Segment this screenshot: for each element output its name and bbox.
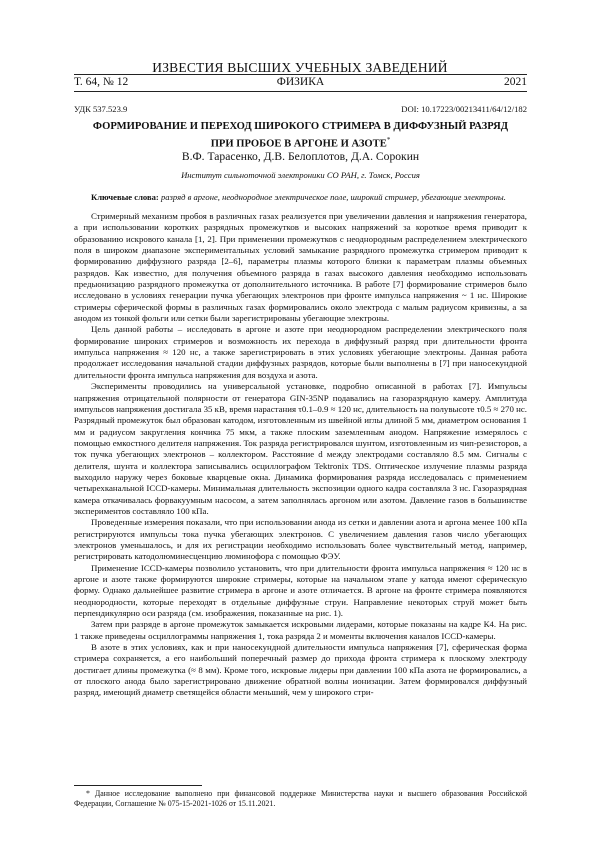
footnote (74, 789, 527, 809)
footnote-rule (74, 785, 202, 786)
paragraph-7: В азоте в этих условиях, как и при наносекундной длительности импульса напряжения [7], сферическая форма стримера сохраняется, а его наибольший поперечный размер до прихода фронта стримера к плоскому электроду достигает длины промежутка (≈ 8 мм). Кроме того, искровые лидеры при давлении 100 кПа азота не формировались, а от плоского анода было зарегистрировано движение обратной волны ионизации. Затем формировался диффузный разряд, имеющий диаметр светящейся области меньший, чем у широкого стри- (74, 642, 527, 698)
keywords (91, 192, 527, 202)
header-rule-top (74, 74, 527, 75)
year: 2021 (504, 76, 527, 88)
authors: В.Ф. Тарасенко, Д.В. Белоплотов, Д.А. Сорокин (181, 150, 420, 163)
doi[interactable]: DOI: 10.17223/00213411/64/12/182 (401, 104, 527, 114)
article-body (74, 211, 527, 699)
paragraph-2: Цель данной работы – исследовать в аргоне и азоте при неоднородном распределении электрического поля формирование широких стримеров и возможность их перехода в диффузный разряд при длительности фронта импульса напряжения ≈ 120 нс, а также зарегистрировать в этих условиях убегающие электроны. Данная работа продолжает исследования начальной стадии диффузных разрядов, которые были выполнены в [7] при наносекундной длительности фронта импульса напряжения для воздуха и азота. (74, 324, 527, 380)
title-line-2: ПРИ ПРОБОЕ В АРГОНЕ И АЗОТЕ (210, 138, 387, 150)
keywords-label: Ключевые слова: (91, 192, 159, 202)
subject: ФИЗИКА (276, 76, 325, 88)
paragraph-5: Применение ICCD-камеры позволило установить, что при длительности фронта импульса напряжения ≈ 120 нс в аргоне и азоте также формируются широкие стримеры, которые на начальном этапе у катода имеют сферическую форму. Однако дальнейшее развитие стримера в аргоне и азоте отличается. В аргоне на фронте стримера появляются неоднородности, которые переходят в отдельные диффузные струи. Направление некоторых струй может быть перпендикулярно оси разряда (см. изображения, показанные на рис. 1). (74, 562, 527, 619)
paragraph-1: Стримерный механизм пробоя в различных газах реализуется при увеличении давления и напряжения генератора, а при использовании коротких разрядных промежутков и высоких напряжений за короткое время приводит к образованию искрового канала [1, 2]. При применении промежутков с неоднородным распределением электрического поля в широком диапазоне экспериментальных условий замыкание разрядного промежутка стримером приводит к формированию диффузного разряда [2–6], параметры плазмы которого близки к параметрам плазмы объемных разрядов. Как известно, для получения объемного разряда в газах высокого давления необходимо использовать предыонизацию разрядного промежутка от дополнительного источника. В работе [7] формирование стримеров было исследовано в условиях генерации пучка убегающих электронов при фронте импульса напряжения ~ 1 нс. Широкие стримеры сферической формы в различных газах формировались около электрода с малым радиусом кривизны, а за анодом из тонкой фольги или сетки были зарегистрированы убегающие электроны. (74, 211, 527, 324)
paragraph-3: Эксперименты проводились на универсальной установке, подробно описанной в работах [7]. Импульсы напряжения отрицательной полярности от генератора GIN-35NP подавались на газоразрядную камеру. Амплитуда импульсов напряжения достигала 35 кВ, время нарастания τ0.1–0.9 ≈ 120 нс, длительность на полувысоте τ0.5 ≈ 270 нс. Разрядный промежуток был образован катодом, изготовленным из швейной иглы длиной 5 мм, диаметром основания 1 мм и радиусом закругления кончика 75 мкм, а также плоским заземленным анодом. Напряжение измерялось с помощью емкостного делителя напряжения. Ток разряда регистрировался шунтом, изготовленным из чип-резисторов, а ток пучка убегающих электронов – коллектором. Расстояние d между электродами составляло 8.5 мм. Сигналы с делителя, шунта и коллектора записывались осциллографом Tektronix TDS. Оптическое излучение плазмы разряда выходило наружу через боковые кварцевые окна. Динамика формирования разряда исследовалась с применением четырехканальной ICCD-камеры. Минимальная длительность экспозиции одного кадра составляла 3 нс. Газоразрядная камера откачивалась форвакуумным насосом, а затем заполнялась аргоном или азотом. Давление газов в большинстве экспериментов составляло 100 кПа. (74, 381, 527, 516)
footnote-mark[interactable]: * (386, 135, 391, 144)
paragraph-6: Затем при разряде в аргоне промежуток замыкается искровыми лидерами, которые показаны на кадре К4. На рис. 1 также приведены осциллограммы напряжения 1, тока разряда 2 и моменты включения каналов ICCD-камеры. (74, 619, 527, 641)
article-title (74, 121, 527, 151)
header-rule-bottom (74, 91, 527, 92)
volume-number: Т. 64, № 12 (74, 76, 129, 88)
journal-name: ИЗВЕСТИЯ ВЫСШИХ УЧЕБНЫХ ЗАВЕДЕНИЙ (152, 60, 448, 75)
footnote-text: * Данное исследование выполнено при финансовой поддержке Министерства науки и высшего образования Российской Федерации, Соглашение № 075-15-2021-1026 от 15.11.2021. (74, 789, 527, 808)
article-meta (74, 104, 527, 116)
issue-header (74, 76, 527, 90)
title-line-1: ФОРМИРОВАНИЕ И ПЕРЕХОД ШИРОКОГО СТРИМЕРА В ДИФФУЗНЫЙ РАЗРЯД (92, 121, 509, 132)
paragraph-4: Проведенные измерения показали, что при использовании анода из сетки и давлении азота и аргона менее 100 кПа регистрируются импульсы тока пучка убегающих электронов. С увеличением давления газов число убегающих электронов уменьшалось, и для их регистрации необходимо использовать более чувствительный метод, например, регистрировать катодолюминесценцию люминофора с помощью ФЭУ. (74, 517, 527, 562)
institution: Институт сильноточной электроники СО РАН, г. Томск, Россия (181, 170, 420, 180)
keywords-text: разряд в аргоне, неоднородное электрическое поле, широкий стример, убегающие электроны. (160, 192, 506, 202)
udk-code: УДК 537.523.9 (74, 104, 128, 114)
